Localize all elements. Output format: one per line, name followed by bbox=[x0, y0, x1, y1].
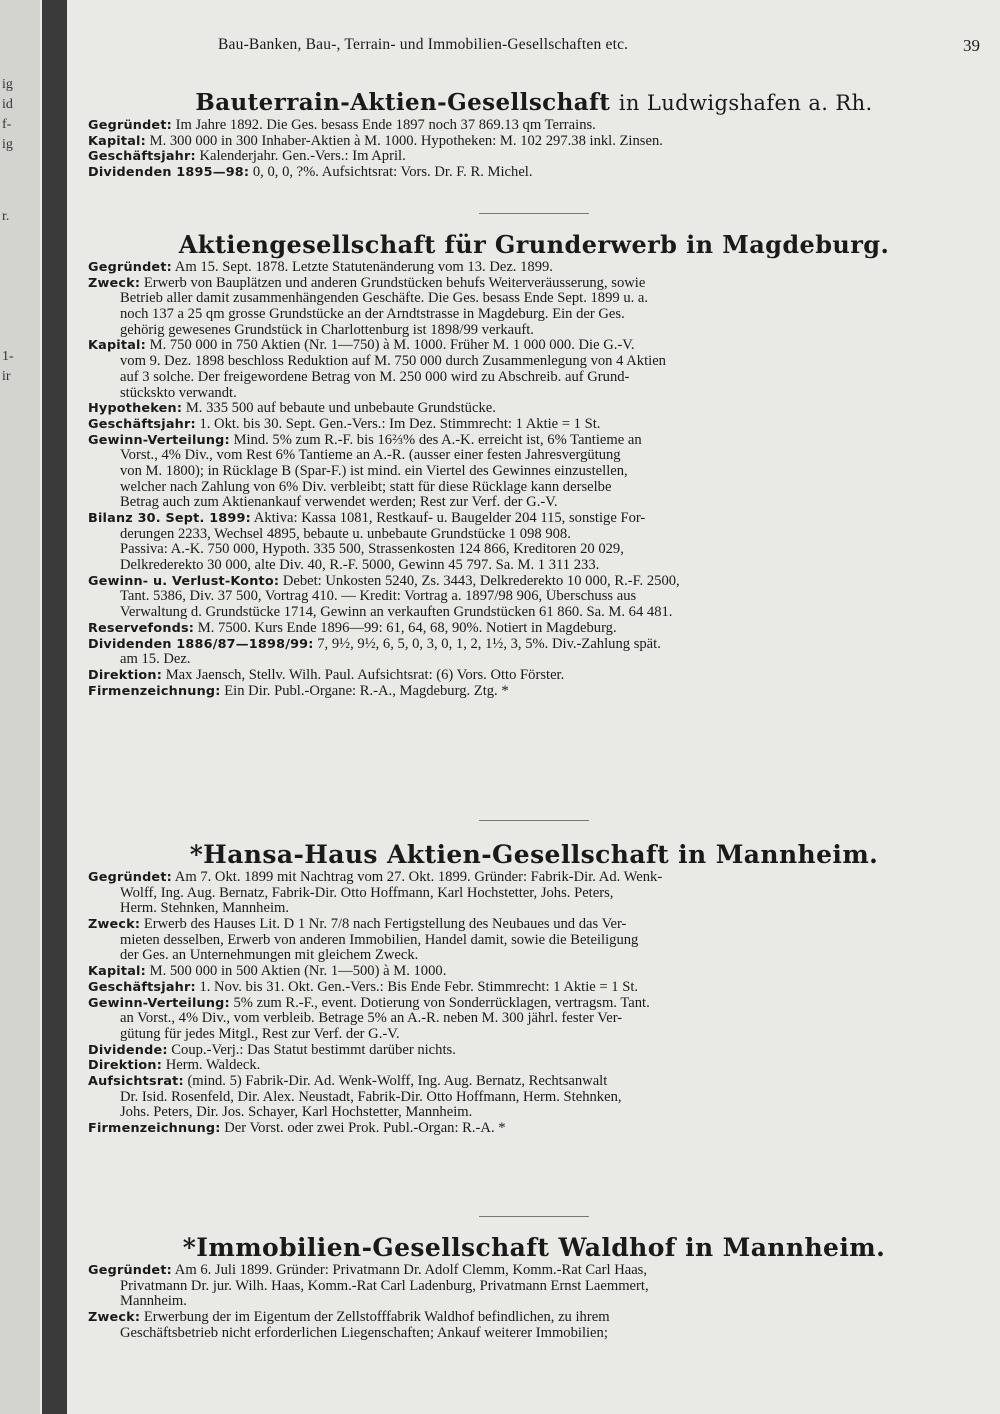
text-line bbox=[88, 980, 980, 996]
text-line bbox=[88, 1090, 980, 1106]
field-text: Ein Dir. Publ.-Organe: R.-A., Magdeburg. Ztg. * bbox=[220, 683, 509, 699]
text-line bbox=[88, 149, 980, 165]
text-line bbox=[88, 996, 980, 1012]
field-text: Erwerbung der im Eigentum der Zellstofffabrik Waldhof befindlichen, zu ihrem bbox=[140, 1310, 610, 1326]
text-line bbox=[88, 1279, 980, 1295]
field-text: 1. Okt. bis 30. Sept. Gen.-Vers.: Im Dez. Stimmrecht: 1 Aktie = 1 St. bbox=[195, 416, 601, 432]
field-label: Geschäftsjahr: bbox=[88, 149, 196, 165]
company-city: in Mannheim. bbox=[685, 1233, 886, 1262]
field-label: Aufsichtsrat: bbox=[88, 1073, 184, 1089]
field-text: M. 7500. Kurs Ende 1896—99: 61, 64, 68, 90%. Notiert in Magdeburg. bbox=[194, 620, 617, 636]
field-label: Zweck: bbox=[88, 1310, 141, 1326]
text-line bbox=[88, 511, 980, 527]
text-line bbox=[88, 1027, 980, 1043]
text-line bbox=[88, 134, 980, 150]
company-city: in Magdeburg. bbox=[686, 230, 890, 259]
field-text: Aktiva: Kassa 1081, Restkauf- u. Baugelder 204 115, sonstige For- bbox=[250, 511, 646, 526]
field-text: 5% zum R.-F., event. Dotierung von Sonderrücklagen, vertragsm. Tant. bbox=[229, 995, 650, 1011]
text-line bbox=[88, 307, 980, 323]
field-text: 0, 0, 0, ?%. Aufsichtsrat: Vors. Dr. F. R. Michel. bbox=[249, 165, 533, 181]
running-header bbox=[88, 36, 980, 58]
field-text: Privatmann Dr. jur. Wilh. Haas, Komm.-Rat Carl Ladenburg, Privatmann Ernst Laemmert, bbox=[120, 1278, 649, 1294]
field-text: Am 7. Okt. 1899 mit Nachtrag vom 27. Okt. 1899. Gründer: Fabrik-Dir. Ad. Wenk- bbox=[171, 870, 663, 885]
text-line bbox=[88, 1058, 980, 1074]
separator-rule bbox=[479, 1216, 589, 1217]
field-text: Erwerb von Bauplätzen und anderen Grundstücken behufs Weiterveräusserung, sowie bbox=[140, 275, 646, 291]
company-title bbox=[88, 230, 980, 260]
text-line bbox=[88, 1263, 980, 1279]
field-text: 1. Nov. bis 31. Okt. Gen.-Vers.: Bis Ende Febr. Stimmrecht: 1 Aktie = 1 St. bbox=[195, 979, 639, 995]
field-text: Dr. Isid. Rosenfeld, Dir. Alex. Neustadt, Fabrik-Dir. Otto Hoffmann, Herm. Stehnken, bbox=[120, 1089, 622, 1105]
company-name: Bauterrain-Aktien-Gesellschaft bbox=[195, 89, 611, 116]
field-label: Gegründet: bbox=[88, 1263, 172, 1278]
text-line bbox=[88, 291, 980, 307]
field-text: Passiva: A.-K. 750 000, Hypoth. 335 500, Strassenkosten 124 866, Kreditoren 20 029, bbox=[120, 542, 624, 558]
text-line bbox=[88, 621, 980, 637]
text-line bbox=[88, 165, 980, 181]
field-text: Betrieb aller damit zusammenhängenden Geschäfte. Die Ges. besass Ende Sept. 1899 u. a. bbox=[120, 291, 649, 307]
field-text: stückskto verwandt. bbox=[120, 385, 237, 401]
field-text: M. 750 000 in 750 Aktien (Nr. 1—750) à M. 1000. Früher M. 1 000 000. Die G.-V. bbox=[145, 338, 635, 354]
field-text: auf 3 solche. Der freigewordene Betrag von M. 250 000 wird zu Abschreib. auf Grund- bbox=[120, 369, 630, 385]
margin-fragment: ig bbox=[2, 137, 13, 152]
running-title: Bau-Banken, Bau-, Terrain- und Immobilien-Gesellschaften etc. bbox=[218, 36, 629, 53]
field-text: Im Jahre 1892. Die Ges. besass Ende 1897 noch 37 869.13 qm Terrains. bbox=[171, 118, 596, 133]
margin-fragment: ig bbox=[2, 77, 13, 92]
company-entry bbox=[88, 230, 980, 699]
text-line bbox=[88, 589, 980, 605]
field-label: Gegründet: bbox=[88, 260, 172, 275]
field-label: Dividende: bbox=[88, 1042, 168, 1058]
field-label: Gewinn-Verteilung: bbox=[88, 995, 230, 1011]
text-line bbox=[88, 370, 980, 386]
entry-body bbox=[88, 870, 980, 1137]
field-text: M. 300 000 in 300 Inhaber-Aktien à M. 1000. Hypotheken: M. 102 297.38 inkl. Zinsen. bbox=[145, 133, 663, 149]
field-label: Geschäftsjahr: bbox=[88, 979, 196, 995]
book-page bbox=[88, 0, 980, 1414]
text-line bbox=[88, 464, 980, 480]
text-line bbox=[88, 870, 980, 886]
field-text: derungen 2233, Wechsel 4895, bebaute u. unbebaute Grundstücke 1 098 908. bbox=[120, 526, 571, 542]
entry-body bbox=[88, 1263, 980, 1341]
field-text: 7, 9½, 9½, 6, 5, 0, 3, 0, 1, 2, 1½, 3, 5%. Div.-Zahlung spät. bbox=[313, 636, 661, 652]
text-line bbox=[88, 417, 980, 433]
field-text: Betrag auch zum Aktienankauf verwendet werden; Rest zur Verf. der G.-V. bbox=[120, 495, 558, 511]
field-text: Mannheim. bbox=[120, 1294, 187, 1310]
text-line bbox=[88, 1011, 980, 1027]
company-title bbox=[88, 88, 980, 118]
text-line bbox=[88, 1121, 980, 1137]
field-text: Delkrederekto 30 000, alte Div. 40, R.-F. 5000, Gewinn 45 797. Sa. M. 1 311 233. bbox=[120, 558, 600, 574]
field-text: Tant. 5386, Div. 37 500, Vortrag 410. — Kredit: Vortrag a. 1897/98 906, Überschuss aus bbox=[120, 589, 637, 605]
text-line bbox=[88, 542, 980, 558]
company-entry bbox=[88, 88, 980, 181]
text-line bbox=[88, 495, 980, 511]
field-text: gütung für jedes Mitgl., Rest zur Verf. der G.-V. bbox=[120, 1026, 400, 1042]
margin-fragment: id bbox=[2, 97, 13, 112]
field-text: Coup.-Verj.: Das Statut bestimmt darüber nichts. bbox=[167, 1042, 456, 1058]
text-line bbox=[88, 964, 980, 980]
text-line bbox=[88, 652, 980, 668]
text-line bbox=[88, 338, 980, 354]
field-label: Kapital: bbox=[88, 338, 146, 354]
field-label: Geschäftsjahr: bbox=[88, 416, 196, 432]
company-name: *Hansa-Haus Aktien-Gesellschaft bbox=[189, 840, 670, 869]
text-line bbox=[88, 527, 980, 543]
field-label: Zweck: bbox=[88, 275, 141, 291]
field-label: Gegründet: bbox=[88, 870, 172, 885]
text-line bbox=[88, 433, 980, 449]
entry-body bbox=[88, 260, 980, 699]
field-text: Kalenderjahr. Gen.-Vers.: Im April. bbox=[195, 149, 406, 165]
field-text: Debet: Unkosten 5240, Zs. 3443, Delkrederekto 10 000, R.-F. 2500, bbox=[279, 573, 680, 589]
entry-body bbox=[88, 118, 980, 181]
field-text: mieten desselben, Erwerb von anderen Immobilien, Handel damit, sowie die Beteiligung bbox=[120, 932, 639, 948]
field-text: M. 500 000 in 500 Aktien (Nr. 1—500) à M. 1000. bbox=[145, 964, 447, 980]
field-label: Kapital: bbox=[88, 964, 146, 980]
company-title bbox=[88, 1233, 980, 1263]
text-line bbox=[88, 323, 980, 339]
field-label: Firmenzeichnung: bbox=[88, 1121, 221, 1136]
text-line bbox=[88, 1043, 980, 1059]
field-text: Erwerb des Hauses Lit. D 1 Nr. 7/8 nach Fertigstellung des Neubaues und das Ver- bbox=[140, 917, 627, 933]
field-text: M. 335 500 auf bebaute und unbebaute Grundstücke. bbox=[182, 401, 496, 417]
text-line bbox=[88, 448, 980, 464]
company-entry bbox=[88, 840, 980, 1137]
field-text: Herm. Stehnken, Mannheim. bbox=[120, 901, 290, 917]
text-line bbox=[88, 605, 980, 621]
field-text: von M. 1800); in Rücklage B (Spar-F.) ist mind. ein Viertel des Gewinnes einzustellen, bbox=[120, 463, 628, 479]
field-label: Kapital: bbox=[88, 133, 146, 149]
separator-rule bbox=[479, 820, 589, 821]
margin-fragment: r. bbox=[2, 209, 10, 224]
field-text: gehörig gewesenes Grundstück in Charlottenburg ist 1898/99 verkauft. bbox=[120, 322, 534, 338]
text-line bbox=[88, 1105, 980, 1121]
text-line bbox=[88, 401, 980, 417]
field-text: Johs. Peters, Dir. Jos. Schayer, Karl Hochstetter, Mannheim. bbox=[120, 1105, 473, 1121]
field-label: Gewinn- u. Verlust-Konto: bbox=[88, 573, 280, 589]
field-text: Vorst., 4% Div., vom Rest 6% Tantieme an A.-R. (ausser einer festen Jahresvergütung bbox=[120, 448, 621, 464]
text-line bbox=[88, 948, 980, 964]
field-text: Max Jaensch, Stellv. Wilh. Paul. Aufsichtsrat: (6) Vors. Otto Förster. bbox=[162, 667, 565, 683]
field-text: am 15. Dez. bbox=[120, 652, 191, 668]
field-label: Gegründet: bbox=[88, 118, 172, 133]
field-text: welcher nach Zahlung von 6% Div. verbleibt; statt für diese Rücklage kann derselbe bbox=[120, 479, 612, 495]
text-line bbox=[88, 354, 980, 370]
company-city: in Ludwigshafen a. Rh. bbox=[618, 91, 873, 115]
text-line bbox=[88, 480, 980, 496]
page-number: 39 bbox=[963, 36, 980, 55]
field-label: Dividenden 1895—98: bbox=[88, 165, 250, 181]
field-label: Gewinn-Verteilung: bbox=[88, 432, 230, 448]
field-text: Herm. Waldeck. bbox=[162, 1058, 261, 1074]
field-label: Dividenden 1886/87—1898/99: bbox=[88, 636, 314, 652]
text-line bbox=[88, 1310, 980, 1326]
field-text: Mind. 5% zum R.-F. bis 16⅔% des A.-K. erreicht ist, 6% Tantieme an bbox=[229, 432, 642, 448]
text-line bbox=[88, 260, 980, 276]
field-label: Reservefonds: bbox=[88, 620, 195, 636]
field-text: der Ges. an Unternehmungen mit gleichem Zweck. bbox=[120, 948, 419, 964]
field-label: Zweck: bbox=[88, 917, 141, 933]
field-label: Hypotheken: bbox=[88, 401, 183, 417]
text-line bbox=[88, 684, 980, 700]
field-text: noch 137 a 25 qm grosse Grundstücke an der Arndtstrasse in Magdeburg. Ein der Ges. bbox=[120, 307, 625, 323]
field-label: Firmenzeichnung: bbox=[88, 683, 221, 699]
text-line bbox=[88, 574, 980, 590]
field-label: Bilanz 30. Sept. 1899: bbox=[88, 511, 251, 526]
text-line bbox=[88, 637, 980, 653]
separator-rule bbox=[479, 213, 589, 214]
field-text: Am 6. Juli 1899. Gründer: Privatmann Dr. Adolf Clemm, Komm.-Rat Carl Haas, bbox=[171, 1263, 648, 1278]
field-text: an Vorst., 4% Div., vom verbleib. Betrage 5% an A.-R. neben M. 300 jährl. fester Ver- bbox=[120, 1011, 623, 1027]
field-text: Verwaltung d. Grundstücke 1714, Gewinn an verkauften Grundstücken 61 860. Sa. M. 64 481. bbox=[120, 605, 673, 621]
company-title bbox=[88, 840, 980, 870]
field-text: Der Vorst. oder zwei Prok. Publ.-Organ: R.-A. * bbox=[220, 1121, 506, 1136]
margin-fragment: f- bbox=[2, 117, 12, 132]
text-line bbox=[88, 1074, 980, 1090]
company-city: in Mannheim. bbox=[678, 840, 879, 869]
text-line bbox=[88, 886, 980, 902]
text-line bbox=[88, 933, 980, 949]
text-line bbox=[88, 668, 980, 684]
field-text: Am 15. Sept. 1878. Letzte Statutenänderung vom 13. Dez. 1899. bbox=[171, 260, 553, 275]
text-line bbox=[88, 917, 980, 933]
company-entry bbox=[88, 1233, 980, 1341]
field-text: (mind. 5) Fabrik-Dir. Ad. Wenk-Wolff, Ing. Aug. Bernatz, Rechtsanwalt bbox=[183, 1073, 608, 1089]
field-label: Direktion: bbox=[88, 1058, 163, 1074]
text-line bbox=[88, 386, 980, 402]
company-name: *Immobilien-Gesellschaft Waldhof bbox=[182, 1233, 676, 1262]
field-text: vom 9. Dez. 1898 beschloss Reduktion auf M. 750 000 durch Zusammenlegung von 4 Aktien bbox=[120, 354, 666, 370]
book-binding bbox=[42, 0, 67, 1414]
text-line bbox=[88, 118, 980, 134]
margin-fragment: ir bbox=[2, 369, 11, 384]
field-text: Wolff, Ing. Aug. Bernatz, Fabrik-Dir. Otto Hoffmann, Karl Hochstetter, Johs. Peters, bbox=[120, 885, 614, 901]
text-line bbox=[88, 901, 980, 917]
text-line bbox=[88, 558, 980, 574]
field-text: Geschäftsbetrieb nicht erforderlichen Liegenschaften; Ankauf weiterer Immobilien; bbox=[120, 1325, 608, 1341]
company-name: Aktiengesellschaft für Grunderwerb bbox=[178, 230, 678, 259]
text-line bbox=[88, 1294, 980, 1310]
text-line bbox=[88, 276, 980, 292]
facing-page-margin bbox=[0, 0, 40, 1414]
text-line bbox=[88, 1326, 980, 1342]
margin-fragment: 1- bbox=[2, 349, 14, 364]
field-label: Direktion: bbox=[88, 667, 163, 683]
